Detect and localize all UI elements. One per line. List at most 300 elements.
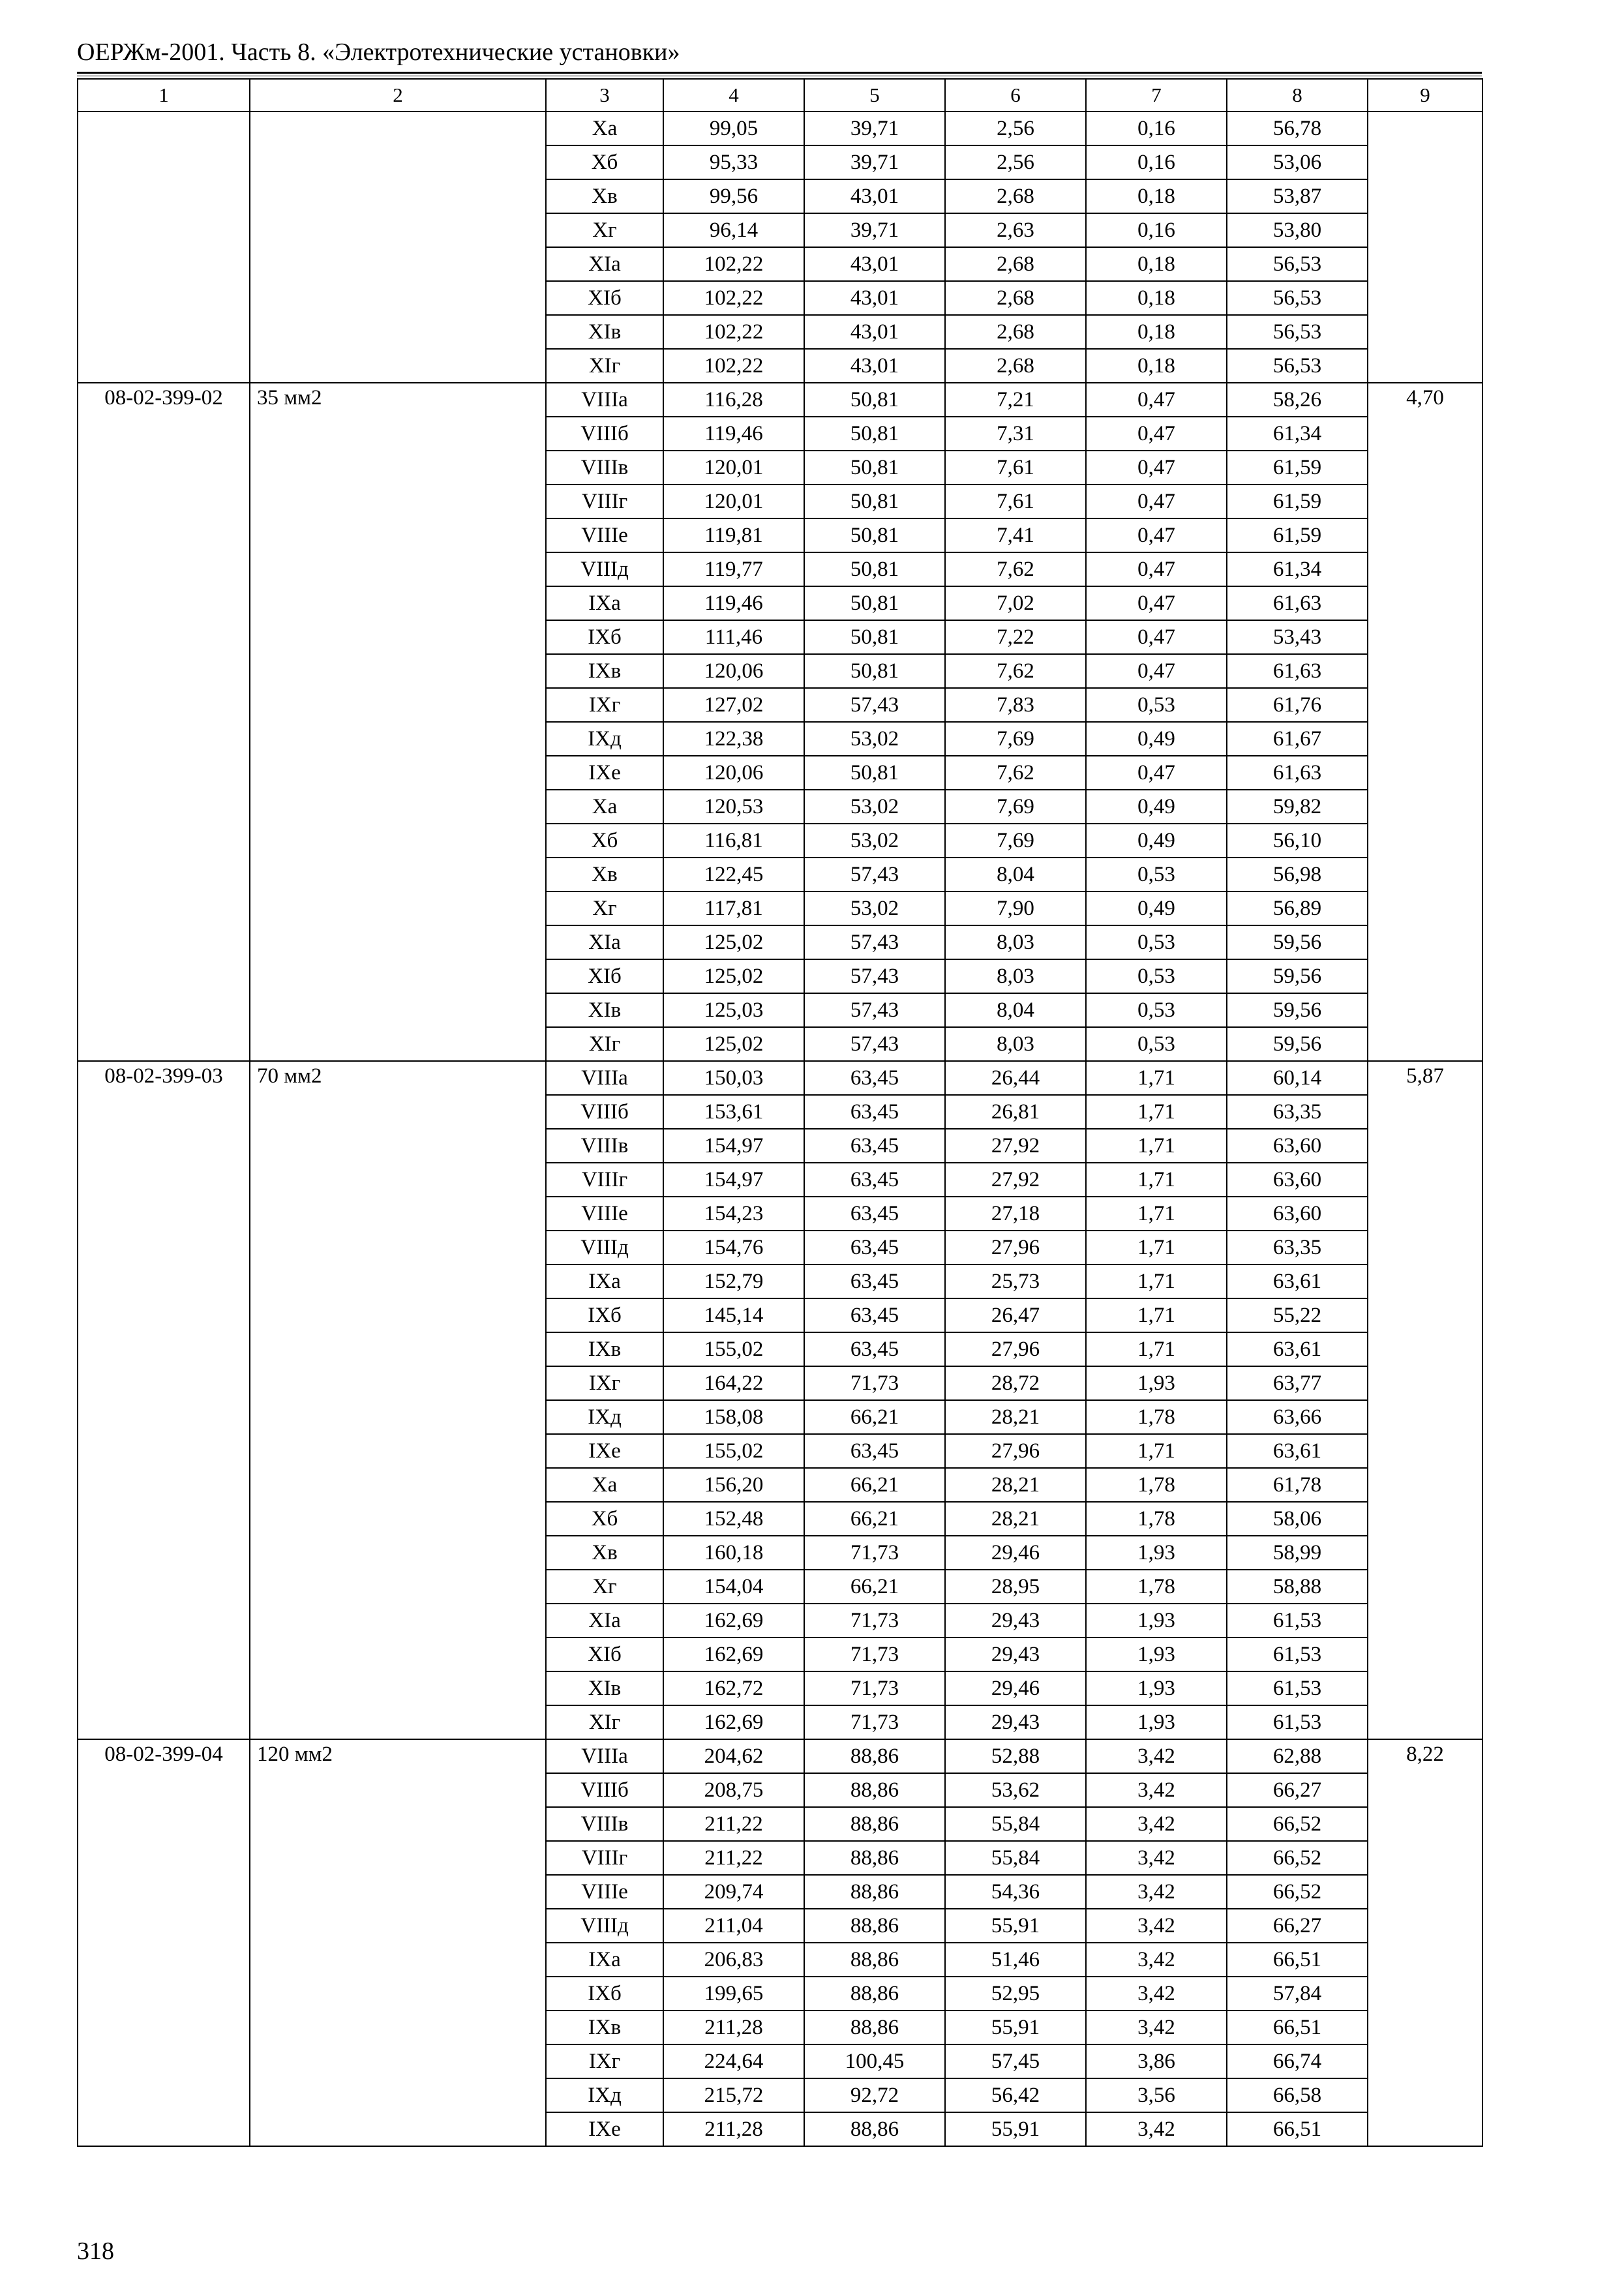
value-col5-cell: 50,81: [804, 417, 945, 451]
value-col5-cell: 63,45: [804, 1434, 945, 1468]
value-col7-cell: 3,42: [1086, 1841, 1227, 1875]
value-col4-cell: 122,45: [663, 858, 804, 891]
value-col5-cell: 39,71: [804, 145, 945, 179]
category-cell: XIв: [546, 993, 663, 1027]
category-cell: IXб: [546, 1977, 663, 2011]
category-cell: VIIIд: [546, 1231, 663, 1264]
column-number-row: [78, 79, 1482, 112]
value-col5-cell: 88,86: [804, 2011, 945, 2044]
value-col4-cell: 102,22: [663, 281, 804, 315]
value-col7-cell: 0,53: [1086, 959, 1227, 993]
category-cell: XIв: [546, 1671, 663, 1705]
value-col4-cell: 120,06: [663, 756, 804, 790]
value-col7-cell: 0,47: [1086, 756, 1227, 790]
category-cell: XIб: [546, 281, 663, 315]
value-col4-cell: 154,04: [663, 1570, 804, 1604]
value-col6-cell: 29,43: [945, 1604, 1086, 1638]
value-col6-cell: 27,92: [945, 1163, 1086, 1197]
rate-code-cell: 08-02-399-03: [78, 1061, 250, 1739]
value-col8-cell: 63,61: [1227, 1332, 1368, 1366]
document-title: ОЕРЖм-2001. Часть 8. «Электротехнические установки»: [77, 38, 680, 66]
category-cell: VIIIв: [546, 1129, 663, 1163]
cable-section-cell: 70 мм2: [250, 1061, 546, 1739]
value-col7-cell: 0,16: [1086, 112, 1227, 145]
value-col7-cell: 1,93: [1086, 1536, 1227, 1570]
column-number: 5: [804, 79, 945, 112]
value-col8-cell: 56,53: [1227, 281, 1368, 315]
cable-section-cell: 35 мм2: [250, 383, 546, 1061]
value-col7-cell: 3,42: [1086, 1807, 1227, 1841]
value-col6-cell: 8,04: [945, 993, 1086, 1027]
value-col4-cell: 215,72: [663, 2078, 804, 2112]
column-number: 1: [78, 79, 250, 112]
value-col4-cell: 95,33: [663, 145, 804, 179]
value-col5-cell: 50,81: [804, 518, 945, 552]
value-col8-cell: 61,76: [1227, 688, 1368, 722]
category-cell: XIa: [546, 925, 663, 959]
value-col4-cell: 160,18: [663, 1536, 804, 1570]
value-col5-cell: 50,81: [804, 383, 945, 417]
value-col6-cell: 28,21: [945, 1502, 1086, 1536]
value-col8-cell: 63,60: [1227, 1163, 1368, 1197]
value-col4-cell: 152,79: [663, 1264, 804, 1298]
value-col4-cell: 150,03: [663, 1061, 804, 1095]
value-col8-cell: 55,22: [1227, 1298, 1368, 1332]
value-col8-cell: 56,53: [1227, 315, 1368, 349]
value-col4-cell: 119,81: [663, 518, 804, 552]
value-col4-cell: 102,22: [663, 349, 804, 383]
value-col6-cell: 2,68: [945, 281, 1086, 315]
value-col6-cell: 28,21: [945, 1468, 1086, 1502]
value-col4-cell: 155,02: [663, 1332, 804, 1366]
value-col4-cell: 117,81: [663, 891, 804, 925]
value-col6-cell: 8,03: [945, 959, 1086, 993]
table-body: [78, 79, 1482, 2146]
value-col4-cell: 111,46: [663, 620, 804, 654]
value-col5-cell: 63,45: [804, 1095, 945, 1129]
category-cell: IXг: [546, 688, 663, 722]
value-col7-cell: 0,47: [1086, 383, 1227, 417]
category-cell: VIIIд: [546, 1909, 663, 1943]
value-col6-cell: 2,68: [945, 179, 1086, 213]
value-col7-cell: 3,42: [1086, 2112, 1227, 2146]
category-cell: IXe: [546, 1434, 663, 1468]
value-col5-cell: 43,01: [804, 349, 945, 383]
value-col6-cell: 26,44: [945, 1061, 1086, 1095]
value-col6-cell: 28,95: [945, 1570, 1086, 1604]
value-col5-cell: 57,43: [804, 688, 945, 722]
cable-section-cell: 120 мм2: [250, 1739, 546, 2146]
value-col4-cell: 211,22: [663, 1841, 804, 1875]
value-col8-cell: 63,61: [1227, 1264, 1368, 1298]
category-cell: VIIIг: [546, 1841, 663, 1875]
value-col5-cell: 63,45: [804, 1163, 945, 1197]
category-cell: IXд: [546, 2078, 663, 2112]
value-col5-cell: 88,86: [804, 1773, 945, 1807]
value-col6-cell: 7,41: [945, 518, 1086, 552]
value-col5-cell: 88,86: [804, 1739, 945, 1773]
value-col7-cell: 0,47: [1086, 518, 1227, 552]
value-col5-cell: 57,43: [804, 1027, 945, 1061]
value-col6-cell: 54,36: [945, 1875, 1086, 1909]
value-col8-cell: 61,53: [1227, 1671, 1368, 1705]
value-col8-cell: 53,06: [1227, 145, 1368, 179]
value-col7-cell: 1,71: [1086, 1163, 1227, 1197]
value-col8-cell: 57,84: [1227, 1977, 1368, 2011]
value-col7-cell: 3,42: [1086, 1909, 1227, 1943]
value-col7-cell: 1,71: [1086, 1264, 1227, 1298]
value-col4-cell: 224,64: [663, 2044, 804, 2078]
value-col8-cell: 66,51: [1227, 2011, 1368, 2044]
category-cell: IXa: [546, 586, 663, 620]
value-col6-cell: 7,83: [945, 688, 1086, 722]
category-cell: VIIIв: [546, 451, 663, 485]
value-col6-cell: 26,47: [945, 1298, 1086, 1332]
table-row: [78, 1061, 1482, 1095]
value-col5-cell: 53,02: [804, 790, 945, 824]
value-col7-cell: 1,93: [1086, 1705, 1227, 1739]
value-col6-cell: 27,96: [945, 1434, 1086, 1468]
category-cell: VIIIб: [546, 1773, 663, 1807]
value-col5-cell: 53,02: [804, 722, 945, 756]
value-col7-cell: 3,42: [1086, 1773, 1227, 1807]
value-col4-cell: 153,61: [663, 1095, 804, 1129]
category-cell: IXб: [546, 620, 663, 654]
rates-table: [77, 78, 1483, 2147]
category-cell: XIa: [546, 247, 663, 281]
value-col6-cell: 7,62: [945, 552, 1086, 586]
value-col6-cell: 2,68: [945, 247, 1086, 281]
table-row: [78, 112, 1482, 145]
category-cell: Xa: [546, 112, 663, 145]
value-col6-cell: 51,46: [945, 1943, 1086, 1977]
value-col8-cell: 63,35: [1227, 1231, 1368, 1264]
value-col8-cell: 63,60: [1227, 1197, 1368, 1231]
value-col8-cell: 58,88: [1227, 1570, 1368, 1604]
value-col6-cell: 27,18: [945, 1197, 1086, 1231]
value-col8-cell: 58,06: [1227, 1502, 1368, 1536]
value-col7-cell: 0,47: [1086, 620, 1227, 654]
value-col4-cell: 155,02: [663, 1434, 804, 1468]
value-col6-cell: 7,62: [945, 654, 1086, 688]
value-col5-cell: 63,45: [804, 1298, 945, 1332]
value-col8-cell: 56,98: [1227, 858, 1368, 891]
value-col7-cell: 3,42: [1086, 1739, 1227, 1773]
category-cell: Xв: [546, 1536, 663, 1570]
value-col8-cell: 61,59: [1227, 518, 1368, 552]
category-cell: VIIIг: [546, 1163, 663, 1197]
value-col5-cell: 39,71: [804, 112, 945, 145]
value-col7-cell: 1,71: [1086, 1434, 1227, 1468]
value-col4-cell: 162,69: [663, 1705, 804, 1739]
value-col5-cell: 71,73: [804, 1366, 945, 1400]
category-cell: IXд: [546, 1400, 663, 1434]
value-col6-cell: 28,72: [945, 1366, 1086, 1400]
value-col5-cell: 88,86: [804, 1875, 945, 1909]
value-col6-cell: 7,31: [945, 417, 1086, 451]
value-col6-cell: 7,61: [945, 485, 1086, 518]
value-col7-cell: 0,53: [1086, 858, 1227, 891]
category-cell: VIIIa: [546, 383, 663, 417]
value-col7-cell: 1,93: [1086, 1671, 1227, 1705]
value-col8-cell: 61,53: [1227, 1638, 1368, 1671]
value-col4-cell: 162,69: [663, 1638, 804, 1671]
value-col7-cell: 3,42: [1086, 1875, 1227, 1909]
category-cell: VIIIe: [546, 518, 663, 552]
category-cell: VIIIe: [546, 1875, 663, 1909]
value-col8-cell: 66,74: [1227, 2044, 1368, 2078]
value-col7-cell: 0,18: [1086, 247, 1227, 281]
value-col5-cell: 63,45: [804, 1231, 945, 1264]
value-col5-cell: 43,01: [804, 281, 945, 315]
value-col4-cell: 125,02: [663, 925, 804, 959]
value-col7-cell: 3,42: [1086, 2011, 1227, 2044]
value-col8-cell: 59,56: [1227, 993, 1368, 1027]
value-col6-cell: 57,45: [945, 2044, 1086, 2078]
value-col4-cell: 162,69: [663, 1604, 804, 1638]
value-col5-cell: 71,73: [804, 1536, 945, 1570]
table-row: [78, 1739, 1482, 1773]
value-col5-cell: 71,73: [804, 1604, 945, 1638]
value-col4-cell: 156,20: [663, 1468, 804, 1502]
value-col7-cell: 0,49: [1086, 722, 1227, 756]
value-col6-cell: 2,56: [945, 112, 1086, 145]
value-col4-cell: 211,28: [663, 2011, 804, 2044]
value-col8-cell: 61,63: [1227, 586, 1368, 620]
category-cell: IXe: [546, 756, 663, 790]
column-number: 2: [250, 79, 546, 112]
value-col8-cell: 63,61: [1227, 1434, 1368, 1468]
value-col8-cell: 60,14: [1227, 1061, 1368, 1095]
value-col5-cell: 88,86: [804, 1943, 945, 1977]
value-col8-cell: 66,52: [1227, 1841, 1368, 1875]
value-col7-cell: 1,71: [1086, 1197, 1227, 1231]
table-row: [78, 383, 1482, 417]
value-col5-cell: 53,02: [804, 891, 945, 925]
value-col4-cell: 119,46: [663, 417, 804, 451]
category-cell: VIIIa: [546, 1061, 663, 1095]
page-header: [77, 37, 1482, 76]
value-col4-cell: 125,02: [663, 959, 804, 993]
value-col7-cell: 0,49: [1086, 824, 1227, 858]
category-cell: Xa: [546, 790, 663, 824]
value-col8-cell: 63,77: [1227, 1366, 1368, 1400]
value-col5-cell: 43,01: [804, 247, 945, 281]
value-col7-cell: 1,78: [1086, 1570, 1227, 1604]
value-col8-cell: 61,59: [1227, 485, 1368, 518]
category-cell: IXд: [546, 722, 663, 756]
value-col5-cell: 88,86: [804, 1807, 945, 1841]
value-col6-cell: 7,69: [945, 790, 1086, 824]
value-col4-cell: 209,74: [663, 1875, 804, 1909]
value-col6-cell: 7,69: [945, 824, 1086, 858]
category-cell: XIa: [546, 1604, 663, 1638]
value-col7-cell: 3,42: [1086, 1943, 1227, 1977]
category-cell: IXв: [546, 1332, 663, 1366]
value-col7-cell: 0,49: [1086, 790, 1227, 824]
value-col7-cell: 1,93: [1086, 1638, 1227, 1671]
value-col6-cell: 27,96: [945, 1231, 1086, 1264]
value-col4-cell: 211,04: [663, 1909, 804, 1943]
value-col4-cell: 211,28: [663, 2112, 804, 2146]
value-col6-cell: 2,56: [945, 145, 1086, 179]
value-col5-cell: 50,81: [804, 654, 945, 688]
value-col4-cell: 154,23: [663, 1197, 804, 1231]
value-col5-cell: 63,45: [804, 1129, 945, 1163]
value-col7-cell: 0,47: [1086, 485, 1227, 518]
value-col7-cell: 3,86: [1086, 2044, 1227, 2078]
value-col5-cell: 57,43: [804, 925, 945, 959]
value-col7-cell: 0,53: [1086, 993, 1227, 1027]
value-col4-cell: 154,97: [663, 1163, 804, 1197]
category-cell: IXг: [546, 1366, 663, 1400]
col9-value-cell: [1368, 112, 1482, 383]
value-col5-cell: 43,01: [804, 179, 945, 213]
category-cell: Xг: [546, 213, 663, 247]
value-col4-cell: 96,14: [663, 213, 804, 247]
value-col4-cell: 158,08: [663, 1400, 804, 1434]
category-cell: XIг: [546, 1027, 663, 1061]
value-col5-cell: 50,81: [804, 620, 945, 654]
value-col4-cell: 120,06: [663, 654, 804, 688]
value-col5-cell: 43,01: [804, 315, 945, 349]
value-col4-cell: 199,65: [663, 1977, 804, 2011]
value-col6-cell: 7,69: [945, 722, 1086, 756]
value-col6-cell: 8,03: [945, 1027, 1086, 1061]
category-cell: VIIIг: [546, 485, 663, 518]
category-cell: IXa: [546, 1264, 663, 1298]
value-col8-cell: 66,51: [1227, 1943, 1368, 1977]
column-number: 7: [1086, 79, 1227, 112]
value-col7-cell: 0,53: [1086, 688, 1227, 722]
value-col8-cell: 59,56: [1227, 925, 1368, 959]
value-col4-cell: 154,76: [663, 1231, 804, 1264]
value-col8-cell: 66,52: [1227, 1875, 1368, 1909]
value-col4-cell: 120,01: [663, 485, 804, 518]
cable-section-cell: [250, 112, 546, 383]
value-col8-cell: 56,78: [1227, 112, 1368, 145]
value-col5-cell: 39,71: [804, 213, 945, 247]
value-col8-cell: 63,66: [1227, 1400, 1368, 1434]
value-col7-cell: 1,71: [1086, 1129, 1227, 1163]
value-col8-cell: 63,35: [1227, 1095, 1368, 1129]
value-col6-cell: 29,43: [945, 1705, 1086, 1739]
value-col6-cell: 55,84: [945, 1807, 1086, 1841]
value-col4-cell: 125,03: [663, 993, 804, 1027]
value-col5-cell: 66,21: [804, 1570, 945, 1604]
value-col5-cell: 50,81: [804, 451, 945, 485]
category-cell: Xг: [546, 891, 663, 925]
value-col5-cell: 63,45: [804, 1197, 945, 1231]
value-col8-cell: 61,53: [1227, 1604, 1368, 1638]
column-number: 4: [663, 79, 804, 112]
value-col5-cell: 100,45: [804, 2044, 945, 2078]
value-col8-cell: 59,56: [1227, 959, 1368, 993]
value-col7-cell: 0,18: [1086, 179, 1227, 213]
value-col5-cell: 63,45: [804, 1264, 945, 1298]
value-col8-cell: 58,99: [1227, 1536, 1368, 1570]
value-col6-cell: 56,42: [945, 2078, 1086, 2112]
value-col7-cell: 0,47: [1086, 586, 1227, 620]
value-col8-cell: 53,80: [1227, 213, 1368, 247]
value-col4-cell: 152,48: [663, 1502, 804, 1536]
rate-code-cell: 08-02-399-02: [78, 383, 250, 1061]
value-col5-cell: 50,81: [804, 586, 945, 620]
value-col7-cell: 1,71: [1086, 1298, 1227, 1332]
value-col4-cell: 102,22: [663, 247, 804, 281]
value-col4-cell: 119,77: [663, 552, 804, 586]
value-col7-cell: 1,78: [1086, 1468, 1227, 1502]
value-col7-cell: 1,78: [1086, 1400, 1227, 1434]
value-col5-cell: 57,43: [804, 993, 945, 1027]
category-cell: VIIIe: [546, 1197, 663, 1231]
value-col5-cell: 66,21: [804, 1468, 945, 1502]
value-col6-cell: 29,46: [945, 1671, 1086, 1705]
value-col7-cell: 3,42: [1086, 1977, 1227, 2011]
value-col5-cell: 50,81: [804, 485, 945, 518]
column-number: 9: [1368, 79, 1482, 112]
value-col8-cell: 61,53: [1227, 1705, 1368, 1739]
column-number: 6: [945, 79, 1086, 112]
value-col7-cell: 0,47: [1086, 552, 1227, 586]
value-col7-cell: 1,71: [1086, 1061, 1227, 1095]
value-col5-cell: 88,86: [804, 1977, 945, 2011]
value-col8-cell: 56,53: [1227, 349, 1368, 383]
value-col8-cell: 66,51: [1227, 2112, 1368, 2146]
category-cell: VIIIд: [546, 552, 663, 586]
value-col5-cell: 63,45: [804, 1061, 945, 1095]
value-col6-cell: 2,68: [945, 349, 1086, 383]
value-col4-cell: 99,05: [663, 112, 804, 145]
value-col4-cell: 119,46: [663, 586, 804, 620]
value-col4-cell: 204,62: [663, 1739, 804, 1773]
value-col8-cell: 53,87: [1227, 179, 1368, 213]
value-col5-cell: 88,86: [804, 1841, 945, 1875]
value-col4-cell: 206,83: [663, 1943, 804, 1977]
category-cell: IXв: [546, 2011, 663, 2044]
category-cell: IXг: [546, 2044, 663, 2078]
category-cell: XIг: [546, 1705, 663, 1739]
category-cell: Xв: [546, 858, 663, 891]
value-col6-cell: 2,63: [945, 213, 1086, 247]
value-col8-cell: 66,58: [1227, 2078, 1368, 2112]
value-col6-cell: 55,91: [945, 1909, 1086, 1943]
value-col4-cell: 125,02: [663, 1027, 804, 1061]
value-col6-cell: 55,91: [945, 2011, 1086, 2044]
value-col6-cell: 25,73: [945, 1264, 1086, 1298]
value-col5-cell: 50,81: [804, 756, 945, 790]
value-col5-cell: 71,73: [804, 1705, 945, 1739]
col9-value-cell: 4,70: [1368, 383, 1482, 1061]
value-col5-cell: 63,45: [804, 1332, 945, 1366]
value-col6-cell: 7,21: [945, 383, 1086, 417]
value-col7-cell: 0,18: [1086, 315, 1227, 349]
value-col5-cell: 50,81: [804, 552, 945, 586]
value-col6-cell: 27,96: [945, 1332, 1086, 1366]
value-col8-cell: 61,63: [1227, 756, 1368, 790]
value-col6-cell: 52,88: [945, 1739, 1086, 1773]
value-col7-cell: 1,71: [1086, 1332, 1227, 1366]
value-col4-cell: 99,56: [663, 179, 804, 213]
value-col4-cell: 162,72: [663, 1671, 804, 1705]
value-col6-cell: 52,95: [945, 1977, 1086, 2011]
value-col7-cell: 0,18: [1086, 349, 1227, 383]
value-col7-cell: 1,78: [1086, 1502, 1227, 1536]
value-col5-cell: 66,21: [804, 1502, 945, 1536]
value-col4-cell: 122,38: [663, 722, 804, 756]
value-col8-cell: 53,43: [1227, 620, 1368, 654]
value-col8-cell: 61,34: [1227, 417, 1368, 451]
